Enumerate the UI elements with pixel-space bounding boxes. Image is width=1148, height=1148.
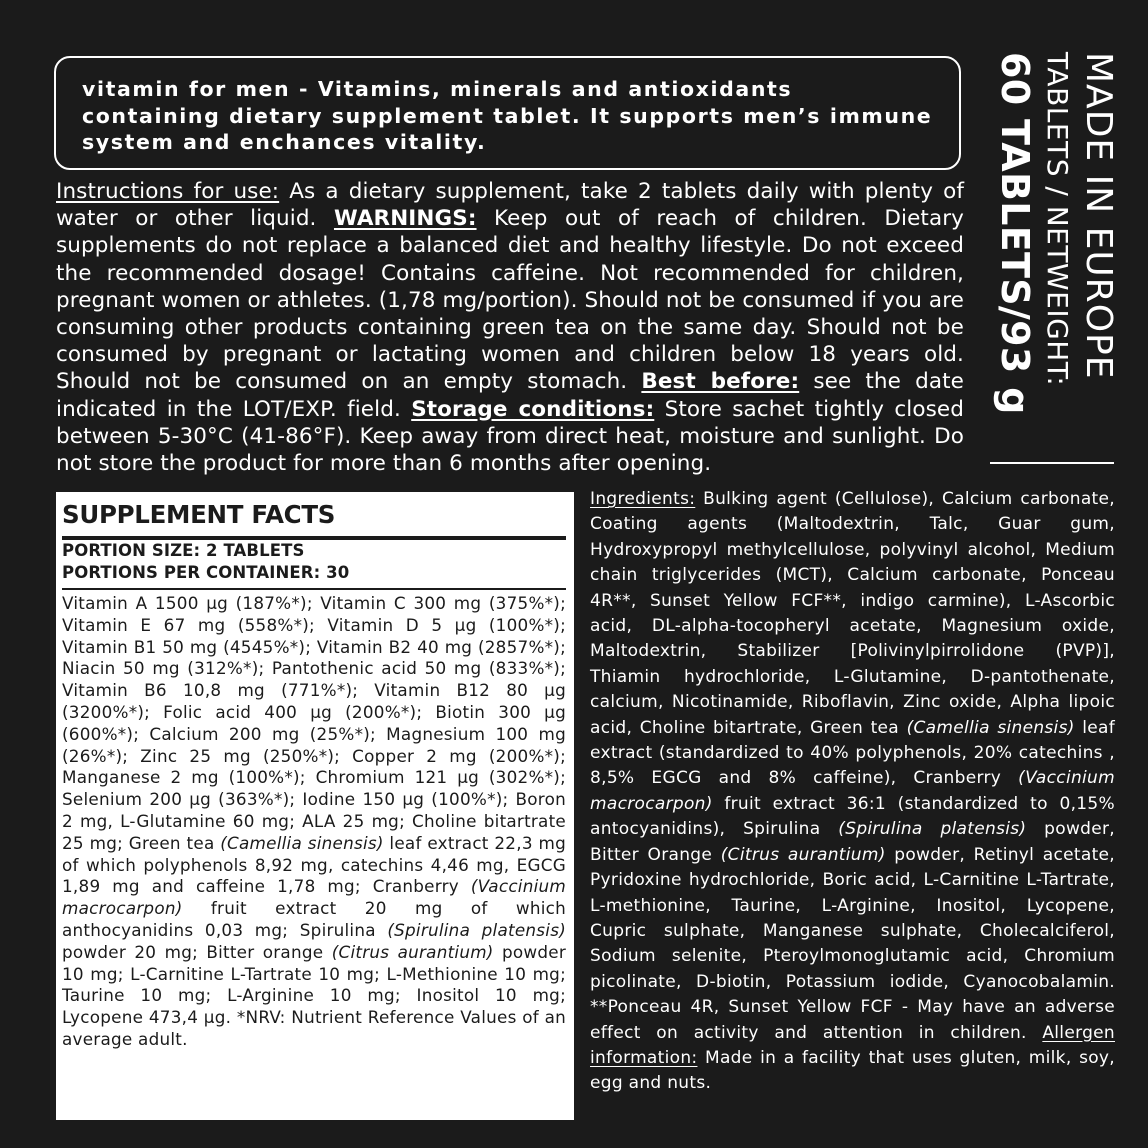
ingredients-latin-name: (Spirulina platensis)	[838, 819, 1027, 840]
storage-text: Store sachet tightly closed between 5-30°C (41-86°F). Keep away from direct heat, moisture and sunlight. Do not store the product for more than 6 months after opening.	[56, 396, 965, 477]
ingredients-text: powder, Bitter Orange	[590, 819, 1116, 865]
ingredients-latin-name: (Citrus aurantium)	[720, 844, 886, 865]
facts-text: powder 10 mg; L-Carnitine L-Tartrate 10 mg; L-Methionine 10 mg; Taurine 10 mg; L-Arginine 10 mg; Inositol 10 mg; Lycopene 473,4 µg. *NRV: Nutrient Reference Values of an average adult.	[62, 941, 566, 1049]
facts-body	[62, 593, 566, 1051]
portions-per-container: PORTIONS PER CONTAINER: 30	[62, 563, 350, 582]
side-vertical-label	[988, 52, 1120, 464]
ingredients-paragraph	[590, 487, 1115, 1097]
facts-latin-name: (Vaccinium macrocarpon)	[62, 876, 566, 919]
made-in-label: MADE IN EUROPE	[1078, 52, 1119, 380]
netweight-label: TABLETS / NETWEIGHT:	[1041, 52, 1074, 387]
ingredients-latin-name: (Camellia sinensis)	[906, 717, 1075, 738]
ingredients-text: powder, Retinyl acetate, Pyridoxine hydrochloride, Boric acid, L-Carnitine L-Tartrate, L-methionine, Taurine, L-Arginine, Inositol, Lycopene, Cupric sulphate, Manganese sulphate, Cholecalciferol, Sodium selenite, Pteroylmonoglutamic acid, Chromium picolinate, D-biotin, Potassium iodide, Cyanocobalamin. **Ponceau 4R, Sunset Yellow FCF - May have an adverse effect on activity and attention in children.	[590, 844, 1115, 1043]
facts-text: powder 20 mg; Bitter orange	[62, 941, 332, 962]
instructions-text: As a dietary supplement, take 2 tablets daily with plenty of water or other liquid.	[56, 179, 964, 232]
best-before-heading: Best before:	[641, 369, 800, 395]
ingredients-text: Bulking agent (Cellulose), Calcium carbonate, Coating agents (Maltodextrin, Talc, Guar gum, Hydroxypropyl methylcellulose, polyvinyl alcohol, Medium chain triglycerides (MCT), Calcium carbonate, Ponceau 4R**, Sunset Yellow FCF**, indigo carmine), L-Ascorbic acid, DL-alpha-tocopheryl acetate, Magnesium oxide, Maltodextrin, Stabilizer [Polivinylpirrolidone (PVP)], Thiamin hydrochloride, L-Glutamine, D-pantothenate, calcium, Nicotinamide, Riboflavin, Zinc oxide, Alpha lipoic acid, Choline bitartrate, Green tea	[590, 489, 1115, 738]
side-divider	[990, 462, 1114, 464]
facts-text: Vitamin A 1500 µg (187%*); Vitamin C 300 mg (375%*); Vitamin E 67 mg (558%*); Vitamin D 5 µg (100%*); Vitamin B1 50 mg (4545%*); Vitamin B2 40 mg (2857%*); Niacin 50 mg (312%*); Pantothenic acid 50 mg (833%*); Vitamin B6 10,8 mg (771%*); Vitamin B12 80 µg (3200%*); Folic acid 400 µg (200%*); Biotin 300 µg (600%*); Calcium 200 mg (25%*); Magnesium 100 mg (26%*); Zinc 25 mg (250%*); Copper 2 mg (200%*); Manganese 2 mg (100%*); Chromium 121 µg (302%*); Selenium 200 µg (363%*); Iodine 150 µg (100%*); Boron 2 mg, L-Glutamine 60 mg; ALA 25 mg; Choline bitartrate 25 mg; Green tea	[62, 593, 566, 853]
storage-heading: Storage conditions:	[411, 396, 655, 422]
ingredients-heading: Ingredients:	[590, 489, 696, 509]
supplement-facts-panel	[56, 492, 574, 1120]
instructions-paragraph	[56, 178, 964, 477]
facts-text: fruit extract 20 mg of which anthocyanidins 0,03 mg; Spirulina	[62, 898, 566, 940]
best-before-text: see the date indicated in the LOT/EXP. field.	[56, 369, 964, 422]
facts-divider	[62, 588, 566, 590]
portion-size: PORTION SIZE: 2 TABLETS	[62, 541, 305, 560]
facts-latin-name: (Camellia sinensis)	[220, 832, 384, 853]
facts-latin-name: (Citrus aurantium)	[331, 941, 494, 962]
allergen-text: Made in a facility that uses gluten, milk, soy, egg and nuts.	[590, 1047, 1115, 1094]
ingredients-text: fruit extract 36:1 (standardized to 0,15% antocyanidins), Spirulina	[590, 793, 1115, 840]
allergen-heading: Allergen information:	[590, 1022, 1115, 1068]
instructions-heading: Instructions for use:	[56, 179, 280, 204]
ingredients-latin-name: (Vaccinium macrocarpon)	[590, 768, 1115, 814]
facts-latin-name: (Spirulina platensis)	[387, 919, 566, 940]
warnings-text: Keep out of reach of children. Dietary supplements do not replace a balanced diet and healthy lifestyle. Do not exceed the recommended dosage! Contains caffeine. Not recommended for children, pregnant women or athletes. (1,78 mg/portion). Should not be consumed if you are consuming other products containing green tea on the same day. Should not be consumed by pregnant or lactating women and children below 18 years old. Should not be consumed on an empty stomach.	[56, 206, 965, 395]
ingredients-text: leaf extract (standardized to 40% polyphenols, 20% catechins , 8,5% EGCG and 8% caffeine), Cranberry	[590, 717, 1115, 789]
facts-title: SUPPLEMENT FACTS	[62, 500, 336, 529]
intro-box	[54, 56, 961, 170]
warnings-heading: WARNINGS:	[333, 206, 477, 232]
intro-text: vitamin for men - Vitamins, minerals and antioxidants containing dietary supplement tablet. It supports men’s immune system and enchances vitality.	[82, 77, 933, 154]
tablet-count-label: 60 TABLETS/93 g	[993, 52, 1037, 415]
facts-text: leaf extract 22,3 mg of which polyphenols 8,92 mg, catechins 4,46 mg, EGCG 1,89 mg and caffeine 1,78 mg; Cranberry	[62, 832, 566, 897]
